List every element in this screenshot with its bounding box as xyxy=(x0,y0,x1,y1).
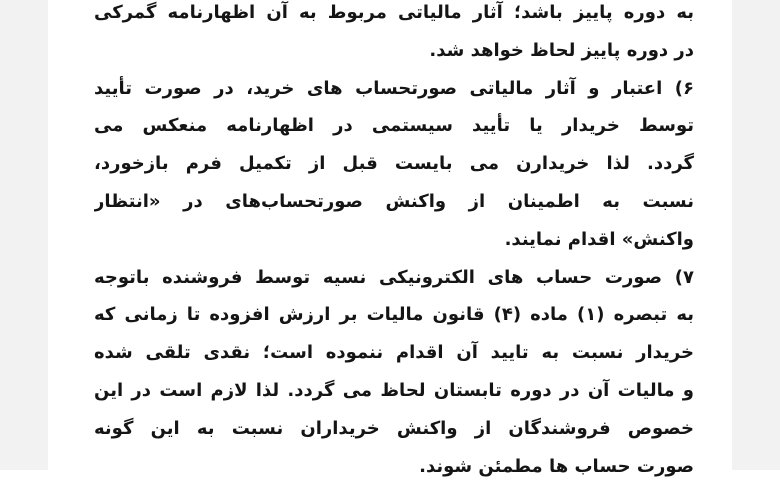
text-line: خریدار نسبت به تایید آن اقدام ننموده است؛ نقدی تلقی شده xyxy=(94,342,694,364)
left-margin-bar xyxy=(0,0,48,470)
text-line: نسبت به اطمینان از واکنش صورتحساب‌های در «انتظار xyxy=(94,190,694,212)
text-line: گردد. لذا خریدارن می بایست قبل از تکمیل فرم بازخورد، xyxy=(94,153,694,175)
text-line: ۷) صورت حساب های الکترونیکی نسیه توسط فروشنده باتوجه xyxy=(94,266,694,288)
text-line: و مالیات آن در دوره تابستان لحاظ می گردد. لذا لازم است در این xyxy=(94,379,694,401)
text-line: صورت حساب ها مطمئن شوند. xyxy=(419,455,694,477)
text-line: به تبصره (۱) ماده (۴) قانون مالیات بر ارزش افزوده تا زمانی که xyxy=(94,304,694,326)
text-line: به دوره پاییز باشد؛ آثار مالیاتی مربوط به آن اظهارنامه گمرکی xyxy=(94,2,694,23)
right-margin-bar xyxy=(732,0,780,470)
text-line: خصوص فروشندگان از واکنش خریداران نسبت به این گونه xyxy=(94,417,694,439)
text-line: در دوره پاییز لحاظ خواهد شد. xyxy=(429,39,694,61)
text-line: توسط خریدار یا تأیید سیستمی در اظهارنامه منعکس می xyxy=(94,115,694,137)
text-line: ۶) اعتبار و آثار مالیاتی صورتحساب های خرید، در صورت تأیید xyxy=(94,77,694,99)
text-line: واکنش» اقدام نمایند. xyxy=(504,228,694,250)
document-body xyxy=(94,0,694,485)
